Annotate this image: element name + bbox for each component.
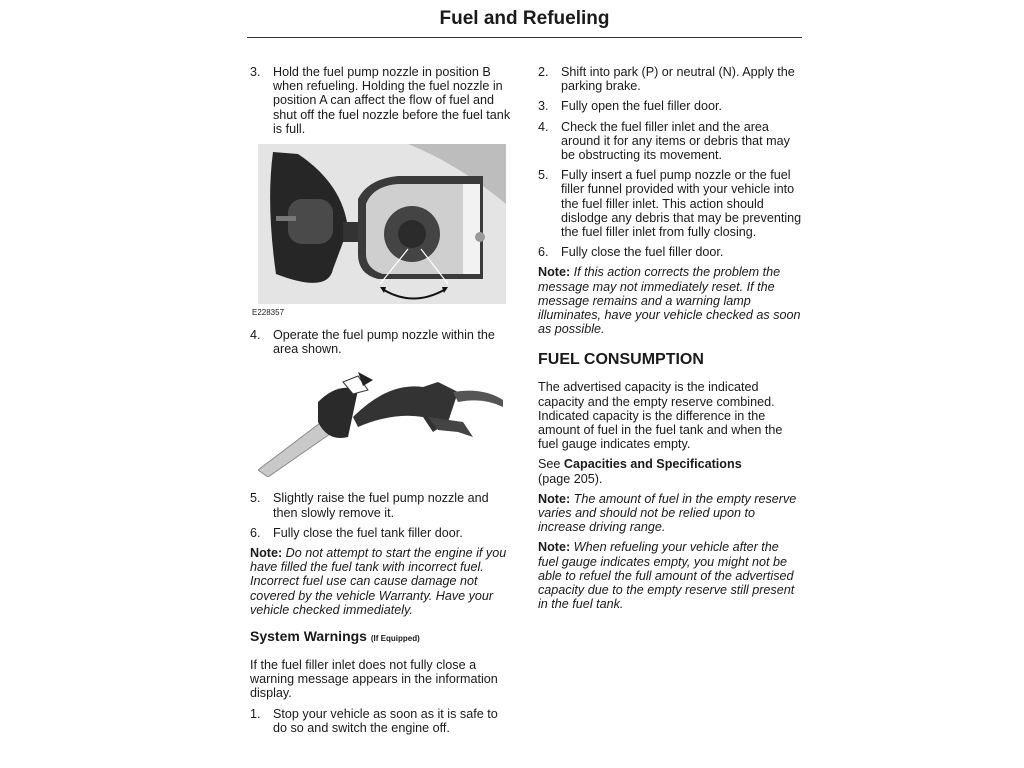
note — [538, 492, 802, 535]
item-number: 2. — [538, 65, 549, 79]
item-number: 6. — [250, 525, 261, 540]
item-number: 3. — [250, 65, 261, 79]
note-text: Do not attempt to start the engine if you have filled the fuel tank with incorrect fuel. Incorrect fuel use can cause damage not covered by the vehicle Warranty. Have your vehicle checked immediately. — [250, 546, 507, 617]
item-text: Check the fuel filler inlet and the area around it for any items or debris that may be obstructing its movement. — [561, 119, 790, 163]
list-item — [250, 65, 512, 136]
item-text: Hold the fuel pump nozzle in position B when refueling. Holding the fuel nozzle in position A can affect the flow of fuel and shut off the fuel nozzle before the fuel tank is full. — [273, 65, 511, 136]
left-column — [250, 65, 512, 741]
list-item — [538, 245, 802, 259]
section-heading-system-warnings — [250, 627, 512, 648]
item-text: Fully insert a fuel pump nozzle or the fuel filler funnel provided with your vehicle into the fuel filler inlet. This action should dislodge any debris that may be preventing the fuel filler inlet from fully closing. — [561, 168, 802, 240]
note — [538, 540, 802, 611]
item-number: 6. — [538, 245, 549, 260]
fuel-nozzle-illustration — [258, 362, 506, 477]
item-text: Stop your vehicle as soon as it is safe to do so and switch the engine off. — [273, 706, 498, 735]
item-number: 1. — [250, 706, 261, 721]
heading-text: System Warnings — [250, 628, 367, 645]
item-text: Shift into park (P) or neutral (N). Apply the parking brake. — [561, 65, 795, 94]
item-text: Slightly raise the fuel pump nozzle and then slowly remove it. — [273, 491, 489, 520]
note-label: Note: — [538, 265, 571, 280]
item-text: Fully open the fuel filler door. — [561, 99, 723, 114]
list-item — [250, 707, 512, 735]
figure-caption: E228357 — [252, 308, 285, 318]
page-title: Fuel and Refueling — [439, 8, 610, 29]
list-item — [538, 120, 802, 163]
item-text: Fully close the fuel tank filler door. — [273, 525, 463, 540]
item-number: 4. — [538, 119, 549, 134]
page-reference: (page 205). — [538, 471, 603, 486]
cross-reference — [538, 457, 802, 485]
heading-qualifier: (If Equipped) — [370, 634, 420, 644]
note-text: The amount of fuel in the empty reserve varies and should not be relied upon to increase driving range. — [538, 491, 797, 535]
see-prefix: See — [538, 457, 564, 472]
fuel-filler-door-illustration — [258, 144, 506, 304]
note-label: Note: — [538, 540, 571, 555]
note — [250, 546, 512, 617]
paragraph: If the fuel filler inlet does not fully close a warning message appears in the information display. — [250, 658, 498, 701]
right-column — [538, 65, 802, 618]
list-item — [250, 526, 512, 540]
section-heading-fuel-consumption: FUEL CONSUMPTION — [538, 351, 704, 369]
capacities-link[interactable]: Capacities and Specifications — [563, 457, 742, 472]
note — [538, 265, 802, 336]
note-label: Note: — [538, 491, 571, 506]
item-text: Operate the fuel pump nozzle within the area shown. — [273, 328, 495, 357]
item-number: 5. — [250, 491, 261, 506]
note-label: Note: — [250, 546, 283, 561]
list-item — [538, 65, 802, 93]
list-item — [538, 99, 802, 113]
item-number: 5. — [538, 168, 549, 183]
paragraph: The advertised capacity is the indicated capacity and the empty reserve combined. Indicated capacity is the difference in the amount of fuel in the fuel tank and when the fuel gauge indicates empty. — [538, 380, 783, 452]
list-item — [250, 328, 512, 356]
note-text: If this action corrects the problem the message may not immediately reset. If the message remains and a warning lamp illuminates, have your vehicle checked as soon as possible. — [538, 265, 801, 337]
item-text: Fully close the fuel filler door. — [561, 245, 724, 260]
item-number: 4. — [250, 328, 261, 343]
item-number: 3. — [538, 99, 549, 114]
list-item — [538, 168, 802, 239]
list-item — [250, 491, 512, 519]
note-text: When refueling your vehicle after the fuel gauge indicates empty, you might not be able to refuel the full amount of the advertised capacity due to the empty reserve still present in the fuel tank. — [538, 540, 795, 612]
title-divider — [247, 37, 802, 38]
